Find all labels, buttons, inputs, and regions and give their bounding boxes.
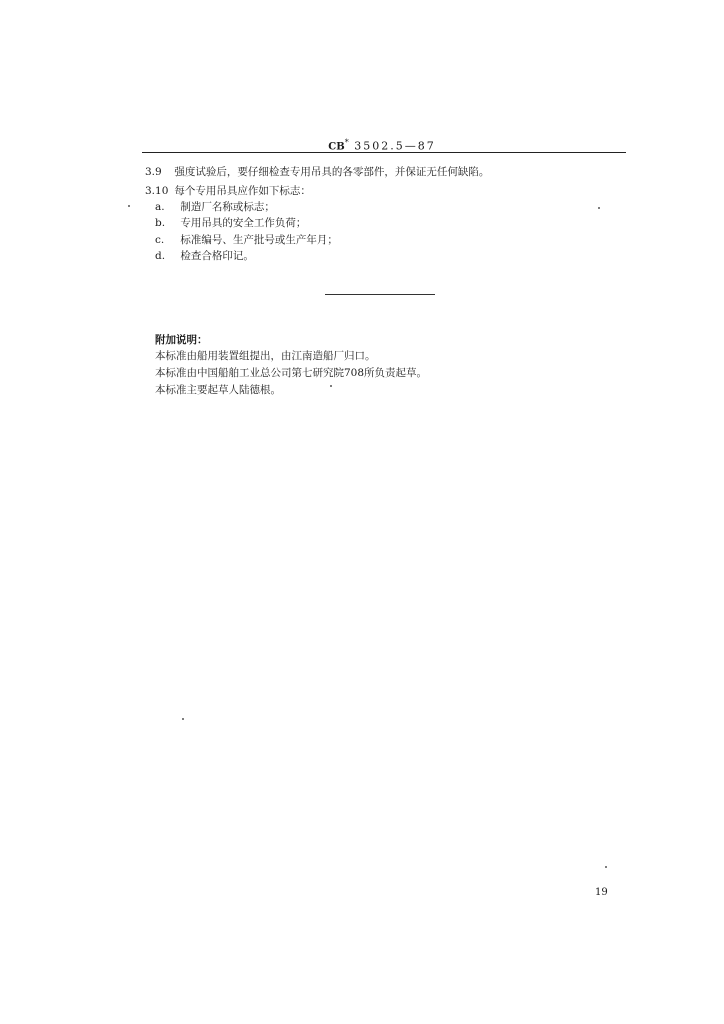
sub-item-text: 专用吊具的安全工作负荷； xyxy=(180,217,307,229)
additional-note-line: 本标准由中国船舶工业总公司第七研究院708所负责起草。 xyxy=(155,367,428,379)
sub-item-c xyxy=(155,233,338,247)
clause-number: 3.10 xyxy=(145,185,169,197)
page-number: 19 xyxy=(595,887,608,898)
sub-item-d xyxy=(155,249,254,263)
sub-item-letter: b. xyxy=(155,217,166,229)
clause-3-10 xyxy=(145,184,311,198)
sub-item-text: 检查合格印记。 xyxy=(180,250,254,262)
standard-code-mark: * xyxy=(344,138,349,148)
additional-note-line: 本标准主要起草人陆德根。 xyxy=(155,384,281,396)
clause-text: 每个专用吊具应作如下标志： xyxy=(174,185,311,197)
additional-note-line: 本标准由船用装置组提出，由江南造船厂归口。 xyxy=(155,350,376,362)
sub-item-letter: d. xyxy=(155,250,166,262)
standard-code-number: 3502.5—87 xyxy=(354,140,436,153)
scan-speck xyxy=(598,207,600,209)
clause-number: 3.9 xyxy=(145,166,162,178)
sub-item-a xyxy=(155,200,275,214)
additional-notes-title: 附加说明： xyxy=(155,334,208,346)
standard-code-prefix: CB xyxy=(328,142,345,153)
sub-item-letter: a. xyxy=(155,201,165,213)
sub-item-text: 标准编号、生产批号或生产年月； xyxy=(180,234,338,246)
clause-text: 强度试验后，要仔细检查专用吊具的各零部件，并保证无任何缺陷。 xyxy=(174,166,490,178)
standard-code xyxy=(328,138,435,153)
header-rule xyxy=(142,152,626,153)
scan-speck xyxy=(330,385,332,387)
sub-item-text: 制造厂名称或标志； xyxy=(180,201,275,213)
sub-item-letter: c. xyxy=(155,234,165,246)
section-divider xyxy=(325,294,435,295)
clause-3-9 xyxy=(145,165,489,179)
scan-speck xyxy=(605,866,607,868)
sub-item-b xyxy=(155,216,306,230)
scan-speck xyxy=(182,718,184,720)
scan-speck xyxy=(128,205,130,207)
